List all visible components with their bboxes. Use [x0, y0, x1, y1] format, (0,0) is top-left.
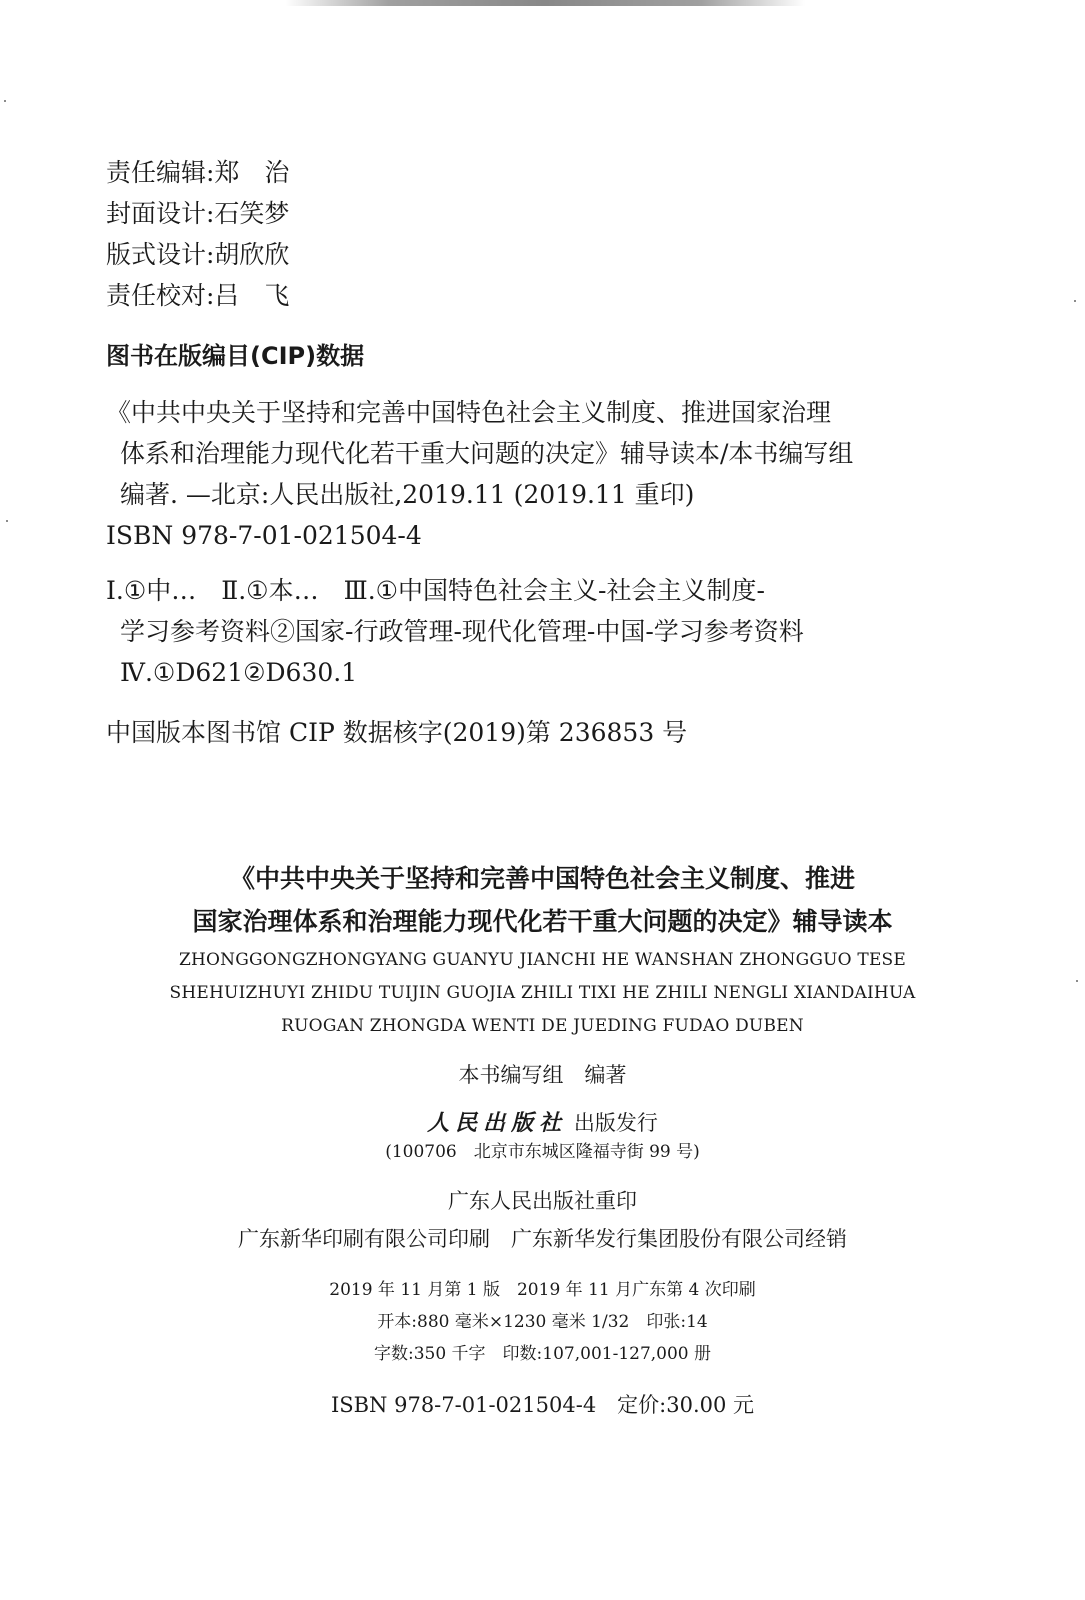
book-title-line: 国家治理体系和治理能力现代化若干重大问题的决定》辅导读本: [192, 907, 893, 936]
cip-title-line: 体系和治理能力现代化若干重大问题的决定》辅导读本/本书编写组: [120, 439, 854, 468]
credit-layout-design: 版式设计:胡欣欣: [106, 240, 290, 269]
publisher-logo: 人民出版社: [427, 1110, 568, 1136]
reprint-publisher: 广东人民出版社重印: [448, 1189, 637, 1213]
pinyin-line: RUOGAN ZHONGDA WENTI DE JUEDING FUDAO DUBEN: [281, 1016, 804, 1036]
edition-info: 2019 年 11 月第 1 版 2019 年 11 月广东第 4 次印刷: [329, 1280, 756, 1300]
classification-line: 学习参考资料②国家-行政管理-现代化管理-中国-学习参考资料: [120, 617, 804, 646]
scan-speck: [4, 100, 6, 102]
credit-editor: 责任编辑:郑 治: [106, 158, 290, 187]
classification-line: Ⅳ.①D621②D630.1: [120, 658, 358, 687]
pinyin-line: ZHONGGONGZHONGYANG GUANYU JIANCHI HE WANSHAN ZHONGGUO TESE: [178, 950, 907, 970]
publisher-address: (100706 北京市东城区隆福寺街 99 号): [385, 1142, 700, 1162]
classification-line: Ⅰ.①中… Ⅱ.①本… Ⅲ.①中国特色社会主义-社会主义制度-: [106, 576, 765, 605]
cip-title-line: 《中共中央关于坚持和完善中国特色社会主义制度、推进国家治理: [106, 398, 832, 427]
book-title-line: 《中共中央关于坚持和完善中国特色社会主义制度、推进: [229, 864, 855, 893]
publisher-action: 出版发行: [573, 1111, 658, 1135]
isbn-price: ISBN 978-7-01-021504-4 定价:30.00 元: [330, 1393, 755, 1417]
cip-heading: 图书在版编目(CIP)数据: [106, 342, 365, 370]
scan-speck: [6, 520, 8, 522]
book-author: 本书编写组 编著: [458, 1063, 627, 1087]
credit-proofreader: 责任校对:吕 飞: [106, 281, 290, 310]
pinyin-line: SHEHUIZHUYI ZHIDU TUIJIN GUOJIA ZHILI TIXI HE ZHILI NENGLI XIANDAIHUA: [169, 983, 916, 1003]
cip-record-block: [106, 712, 687, 753]
credits-block: [106, 152, 289, 316]
format-info: 开本:880 毫米×1230 毫米 1/32 印张:14: [377, 1312, 708, 1332]
count-info: 字数:350 千字 印数:107,001-127,000 册: [373, 1344, 712, 1364]
print-distribution: 广东新华印刷有限公司印刷 广东新华发行集团股份有限公司经销: [238, 1227, 847, 1251]
scan-shadow: [285, 0, 805, 6]
credit-cover-design: 封面设计:石笑梦: [106, 199, 290, 228]
cip-classification-block: [106, 570, 804, 693]
cip-isbn: ISBN 978-7-01-021504-4: [106, 521, 422, 550]
cip-title-block: [106, 392, 853, 556]
publisher-line: [0, 1106, 1085, 1140]
cip-title-line: 编著. —北京:人民出版社,2019.11 (2019.11 重印): [120, 480, 695, 509]
cip-record: 中国版本图书馆 CIP 数据核字(2019)第 236853 号: [106, 718, 688, 747]
scan-speck: [1074, 300, 1076, 302]
cip-block: [106, 336, 364, 377]
